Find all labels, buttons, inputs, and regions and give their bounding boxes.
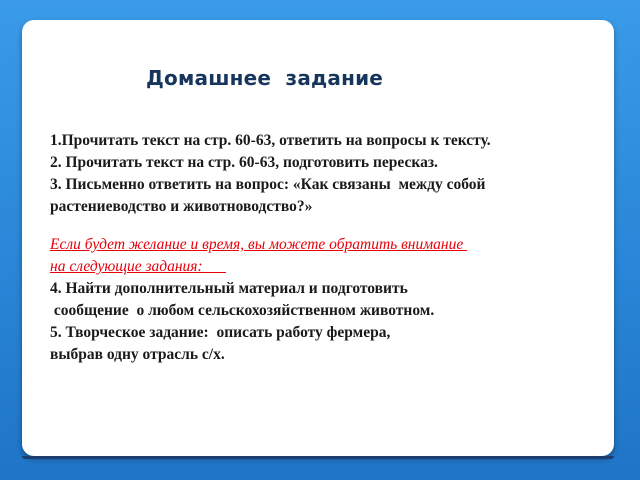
task-line-3: 3. Письменно ответить на вопрос: «Как связаны между собой: [50, 176, 486, 193]
card-bottom-edge: [22, 456, 614, 459]
task-line-5-continued: выбрав одну отрасль с/х.: [50, 346, 225, 363]
optional-note-line-1: Если будет желание и время, вы можете обратить внимание: [50, 236, 468, 253]
spacer: [50, 218, 620, 234]
task-line-2: 2. Прочитать текст на стр. 60-63, подготовить пересказ.: [50, 154, 438, 171]
task-line-5: 5. Творческое задание: описать работу фермера,: [50, 324, 391, 341]
slide-card: [22, 20, 614, 456]
slide-title: Домашнее задание: [146, 66, 384, 90]
task-line-4: 4. Найти дополнительный материал и подготовить: [50, 280, 408, 297]
homework-text: [50, 130, 620, 366]
task-line-4-continued: сообщение о любом сельскохозяйственном животном.: [50, 302, 435, 319]
task-line-3-continued: растениеводство и животноводство?»: [50, 198, 313, 215]
task-line-1: 1.Прочитать текст на стр. 60-63, ответить на вопросы к тексту.: [50, 132, 491, 149]
optional-note-line-2: на следующие задания:: [50, 258, 226, 275]
